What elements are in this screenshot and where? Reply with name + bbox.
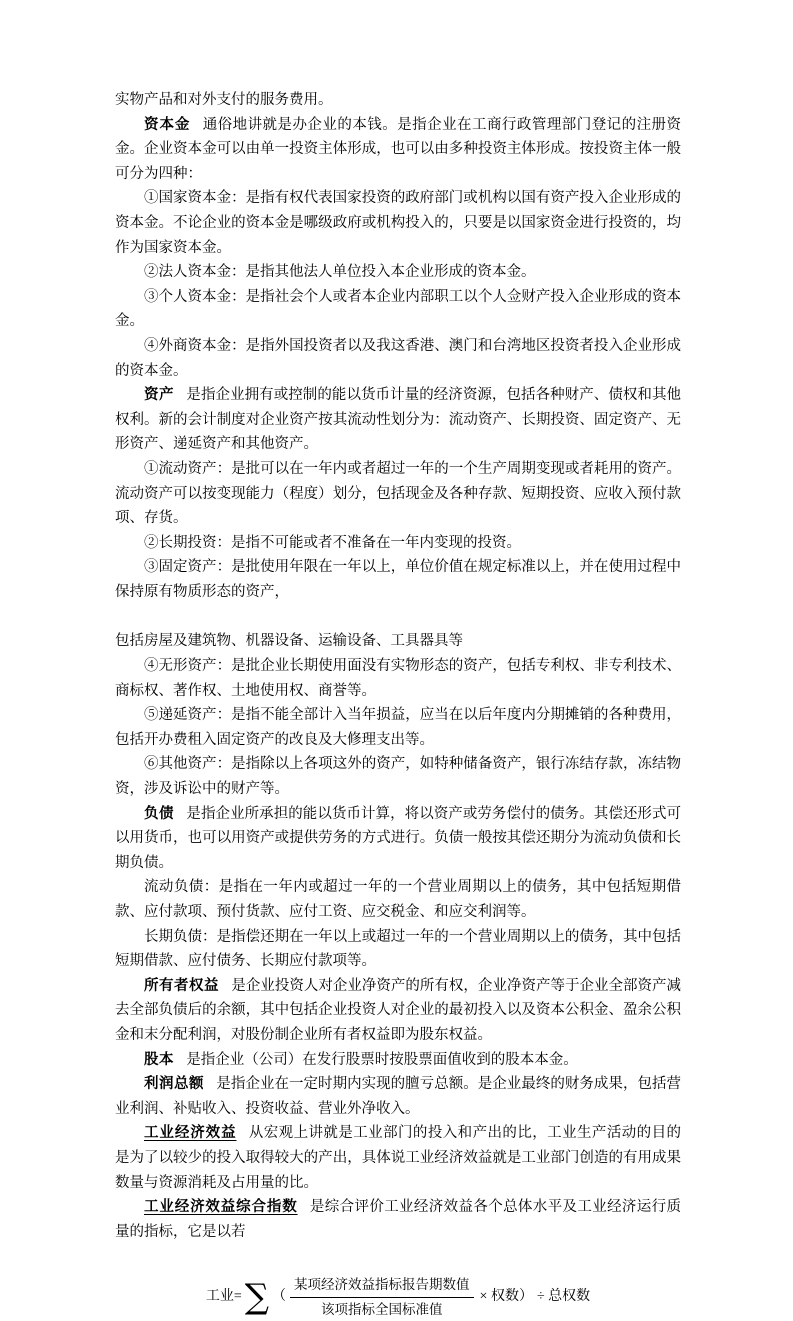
sigma-symbol: ∑ bbox=[244, 1277, 270, 1318]
paragraph-liabilities bbox=[115, 802, 681, 876]
term-total-profit: 利润总额 bbox=[144, 1076, 205, 1093]
formula-multiplier: × 权数） bbox=[479, 1289, 533, 1304]
paragraph-text: 是指企业所承担的能以货币计算，将以资产或劳务偿付的债务。其偿还形式可以用货币，也可以用资产或提供劳务的方式进行。负债一般按其偿还期分为流动负债和长期负债。 bbox=[115, 805, 682, 871]
term-industrial-economic-benefit: 工业经济效益 bbox=[144, 1125, 237, 1142]
paragraph-text: ②法人资本金：是指其他法人单位投入本企业形成的资本金。 bbox=[144, 264, 536, 281]
paragraph-text: 是指企业拥有或控制的能以货币计量的经济资源，包括各种财产、债权和其他权利。新的会计制度对企业资产按其流动性划分为：流动资产、长期投资、固定资产、无形资产、递延资产和其他资产。 bbox=[115, 387, 682, 453]
paragraph-intangible-assets bbox=[115, 654, 681, 703]
paragraph-deferred-assets bbox=[115, 703, 681, 752]
paragraph-fixed-assets bbox=[115, 555, 681, 604]
formula-lhs: 工业= bbox=[205, 1289, 242, 1304]
paragraph-share-capital bbox=[115, 1048, 681, 1073]
paragraph-foreign-capital bbox=[115, 334, 681, 383]
paragraph-text: 流动负债：是指在一年内或超过一年的一个营业周期以上的债务，其中包括短期借款、应付款项、预付货款、应付工资、应交税金、和应交利润等。 bbox=[115, 879, 681, 920]
paragraph-text: ⑤递延资产：是指不能全部计入当年损益，应当在以后年度内分期摊销的各种费用，包括开办费租入固定资产的改良及大修理支出等。 bbox=[115, 707, 681, 748]
paragraph-long-term-liabilities bbox=[115, 925, 681, 974]
paragraph-long-term-investment bbox=[115, 531, 681, 556]
paragraph-fixed-assets-continued bbox=[115, 629, 681, 654]
term-liabilities: 负债 bbox=[144, 805, 175, 822]
paragraph-state-capital bbox=[115, 186, 681, 260]
paragraph-text: 包括房屋及建筑物、机器设备、运输设备、工具器具等 bbox=[115, 633, 463, 650]
term-share-capital: 股本 bbox=[144, 1051, 174, 1068]
paragraph-current-liabilities bbox=[115, 875, 681, 924]
term-capital-fund: 资本金 bbox=[144, 116, 191, 133]
paragraph-text: ③个人资本金：是指社会个人或者本企业内部职工以个人佥财产投入企业形成的资本金。 bbox=[115, 288, 681, 330]
formula-denominator: 该项指标全国标准值 bbox=[321, 1301, 443, 1317]
paragraph-text: ①国家资本金：是指有权代表国家投资的政府部门或机构以国有资产投入企业形成的资本金。不论企业的资本金是哪级政府或机构投入的，只要是以国家资金进行投资的，均作为国家资本金。 bbox=[115, 190, 681, 256]
paragraph-text: 通俗地讲就是办企业的本钱。是指企业在工商行政管理部门登记的注册资金。企业资本金可以由单一投资主体形成，也可以由多种投资主体形成。按投资主体一般可分为四种： bbox=[115, 116, 682, 182]
paragraph-capital-fund bbox=[115, 113, 681, 187]
term-assets: 资产 bbox=[144, 387, 175, 404]
paragraph-legal-person-capital bbox=[115, 260, 681, 285]
paragraph-current-assets bbox=[115, 457, 681, 531]
formula-divider: ÷ 总权数 bbox=[536, 1289, 591, 1304]
formula-numerator: 某项经济效益指标报告期数值 bbox=[290, 1274, 474, 1298]
formula-fraction bbox=[290, 1274, 474, 1320]
paragraph-assets bbox=[115, 383, 681, 457]
formula-open-paren: （ bbox=[272, 1289, 287, 1304]
paragraph-text: 是企业投资人对企业净资产的所有权，企业净资产等于企业全部资产减去全部负债后的余额，其中包括企业投资人对企业的最初投入以及资本公积金、盈余公积金和末分配利润，对股份制企业所有者权益即为股东权益。 bbox=[115, 977, 682, 1043]
paragraph-text: ④外商资本金：是指外国投资者以及我这香港、澳门和台湾地区投资者投入企业形成的资本金。 bbox=[115, 337, 681, 379]
paragraph-text: 是指企业（公司）在发行股票时按股票面值收到的股本本金。 bbox=[186, 1051, 578, 1068]
paragraph-individual-capital bbox=[115, 285, 681, 334]
industrial-index-formula bbox=[115, 1274, 681, 1320]
paragraph-text: 是指企业在一定时期内实现的膻亏总额。是企业最终的财务成果，包括营业利润、补贴收入、投资收益、营业外净收入。 bbox=[115, 1076, 682, 1117]
paragraph-total-profit bbox=[115, 1072, 681, 1121]
paragraph-text: ⑥其他资产：是指除以上各项这外的资产，如特种储备资产，银行冻结存款，冻结物资，涉及诉讼中的财产等。 bbox=[115, 756, 681, 798]
paragraph-text: 长期负债：是指偿还期在一年以上或超过一年的一个营业周期以上的债务，其中包括短期借款、应付债务、长期应付款项等。 bbox=[115, 928, 681, 970]
paragraph-text: 实物产品和对外支付的服务费用。 bbox=[115, 92, 333, 108]
paragraph-text: ②长期投资：是指不可能或者不准备在一年内变现的投资。 bbox=[144, 534, 521, 551]
term-owners-equity: 所有者权益 bbox=[144, 977, 220, 994]
paragraph-industrial-economic-benefit bbox=[115, 1121, 681, 1195]
document-page bbox=[115, 88, 681, 1321]
paragraph-services-carryover bbox=[115, 88, 681, 113]
paragraph-text: 从宏观上讲就是工业部门的投入和产出的比，工业生产活动的目的是为了以较少的投入取得较大的产出，具体说工业经济效益就是工业部门创造的有用成果数量与资源消耗及占用量的比。 bbox=[115, 1125, 682, 1191]
paragraph-owners-equity bbox=[115, 974, 681, 1048]
paragraph-composite-index bbox=[115, 1195, 681, 1244]
paragraph-text: ③固定资产：是批使用年限在一年以上，单位价值在规定标准以上，并在使用过程中保持原有物质形态的资产， bbox=[115, 559, 681, 600]
paragraph-text: ①流动资产：是批可以在一年内或者超过一年的一个生产周期变现或者耗用的资产。流动资产可以按变现能力（程度）划分，包括现金及各种存款、短期投资、应收入预付款项、存货。 bbox=[115, 460, 681, 527]
term-composite-index: 工业经济效益综合指数 bbox=[144, 1199, 298, 1216]
paragraph-text: 是综合评价工业经济效益各个总体水平及工业经济运行质量的指标，它是以若 bbox=[115, 1199, 682, 1240]
paragraph-other-assets bbox=[115, 752, 681, 801]
paragraph-text: ④无形资产：是批企业长期使用面没有实物形态的资产，包括专利权、非专利技术、商标权、著作权、土地使用权、商誉等。 bbox=[115, 658, 681, 699]
